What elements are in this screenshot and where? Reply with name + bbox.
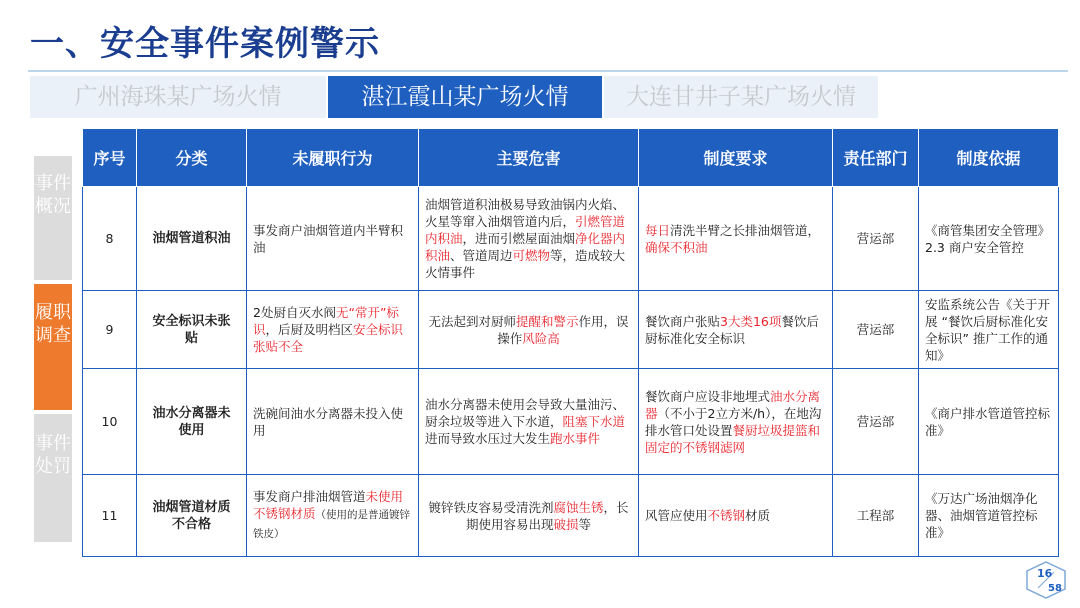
cell-text: 作用，误操作: [497, 313, 629, 346]
emphasis-text: 安全标识张贴不全: [253, 322, 404, 354]
cell-text: （不小于2立方米/h），在地沟排水管口处设置: [645, 405, 822, 438]
header-basis: 制度依据: [919, 129, 1059, 187]
cell-text: 餐饮后厨标准化安全标识: [645, 313, 819, 346]
header-category: 分类: [137, 129, 247, 187]
cell-behavior: [247, 369, 419, 475]
side-item-overview-label: 事件概况: [35, 173, 71, 217]
cell-department: 营运部: [833, 187, 919, 291]
cell-text: ，后厨及明档区: [265, 322, 354, 337]
emphasis-text: 确保不积油: [645, 239, 708, 255]
cell-text: 油烟管道积油极易导致油锅内火焰、火星等窜入油烟管道内后，: [425, 197, 626, 229]
table-row: [83, 369, 1059, 475]
cell-requirement: [639, 369, 833, 475]
emphasis-text: 每日: [645, 222, 671, 238]
cell-text: 材质: [745, 508, 771, 523]
cell-text: 等，造成较大火情事件: [425, 248, 626, 280]
side-item-penalty-label: 事件处罚: [35, 433, 71, 477]
page-current: 16: [1037, 567, 1053, 580]
emphasis-text: 油水分离器: [645, 388, 821, 421]
cell-text: 风管应使用: [645, 508, 708, 523]
emphasis-text: 可燃物: [512, 248, 551, 263]
emphasis-text: 腐蚀生锈: [553, 499, 604, 515]
cell-text: 、管道周边: [450, 248, 513, 263]
cell-text: 镀锌铁皮容易受清洗剂: [428, 499, 554, 515]
cell-behavior: [247, 291, 419, 369]
cell-category: 油水分离器未使用: [137, 369, 247, 475]
side-item-investigation[interactable]: [34, 284, 72, 410]
cell-hazard: [419, 369, 639, 475]
cell-requirement: [639, 187, 833, 291]
cell-no: 11: [83, 475, 137, 557]
cell-category: 油烟管道材质不合格: [137, 475, 247, 557]
title-divider: [28, 70, 1068, 72]
cell-basis: 《万达广场油烟净化器、油烟管道管控标准》: [919, 475, 1059, 557]
cell-text: 进而导致水压过大发生: [425, 431, 551, 446]
emphasis-text: 无“常开”标识: [253, 305, 399, 337]
emphasis-text: 提醒和警示: [515, 313, 579, 329]
page-number-badge: [1024, 560, 1068, 600]
header-department: 责任部门: [833, 129, 919, 187]
cell-text: 无法起到对厨师: [428, 313, 516, 329]
emphasis-text: 阻塞下水道: [562, 414, 626, 429]
header-hazard: 主要危害: [419, 129, 639, 187]
table-row: [83, 475, 1059, 557]
side-item-investigation-label: 履职调查: [35, 302, 71, 346]
emphasis-text: 风险高: [522, 330, 560, 346]
emphasis-text: 破损: [553, 516, 579, 532]
cell-text: 事发商户油烟管道内半臂积油: [253, 222, 404, 255]
cell-basis: 安监系统公告《关于开展 “餐饮后厨标准化安全标识” 推广工作的通知》: [919, 291, 1059, 369]
cell-requirement: [639, 475, 833, 557]
cell-hazard: [419, 291, 639, 369]
tab-dalian[interactable]: 大连甘井子某广场火情: [604, 76, 878, 118]
cell-no: 10: [83, 369, 137, 475]
emphasis-text: 不锈钢: [707, 508, 746, 523]
cell-requirement: [639, 291, 833, 369]
cell-text: 事发商户排油烟管道: [253, 489, 366, 504]
side-item-penalty[interactable]: [34, 414, 72, 542]
cell-hazard: [419, 187, 639, 291]
page-total: 58: [1048, 583, 1062, 594]
cell-department: 营运部: [833, 369, 919, 475]
cell-behavior: [247, 475, 419, 557]
cell-text: 2处厨自灭水阀: [253, 305, 336, 320]
emphasis-text: 3大类16项: [720, 313, 782, 329]
cell-no: 9: [83, 291, 137, 369]
table-row: [83, 291, 1059, 369]
cell-text: （使用的是普通镀锌铁皮）: [253, 509, 411, 540]
emphasis-text: 跑水事件: [550, 431, 601, 446]
emphasis-text: 净化器内积油: [425, 231, 626, 263]
cell-text: ，进而引燃屋面油烟: [462, 231, 576, 246]
cell-text: 油水分离器未使用会导致大量油污、厨余垃圾等进入下水道，: [425, 397, 626, 429]
table-row: [83, 187, 1059, 291]
table-header-row: [83, 129, 1059, 187]
cell-hazard: [419, 475, 639, 557]
cell-category: 油烟管道积油: [137, 187, 247, 291]
cell-no: 8: [83, 187, 137, 291]
cell-text: 餐饮商户应设非地埋式: [645, 388, 771, 404]
header-behavior: 未履职行为: [247, 129, 419, 187]
emphasis-text: 引燃管道内积油: [425, 214, 626, 246]
cell-department: 营运部: [833, 291, 919, 369]
cell-basis: 《商户排水管道管控标准》: [919, 369, 1059, 475]
cell-text: ，长期使用容易出现: [465, 499, 629, 532]
header-requirement: 制度要求: [639, 129, 833, 187]
page-title: 一、安全事件案例警示: [30, 24, 380, 64]
header-no: 序号: [83, 129, 137, 187]
duty-investigation-table: [82, 128, 1059, 557]
side-item-overview[interactable]: [34, 156, 72, 280]
tab-zhanjiang[interactable]: 湛江霞山某广场火情: [328, 76, 602, 118]
cell-text: 餐饮商户张贴: [645, 313, 721, 329]
cell-department: 工程部: [833, 475, 919, 557]
cell-text: 洗碗间油水分离器未投入使用: [253, 405, 404, 438]
emphasis-text: 未使用不锈钢材质: [253, 489, 404, 521]
cell-behavior: [247, 187, 419, 291]
tab-guangzhou[interactable]: 广州海珠某广场火情: [30, 76, 326, 118]
cell-basis: 《商管集团安全管理》2.3 商户安全管控: [919, 187, 1059, 291]
emphasis-text: 餐厨垃圾提篮和固定的不锈钢滤网: [645, 422, 821, 455]
cell-text: 清洗半臂之长排油烟管道，: [670, 222, 821, 238]
cell-text: 等: [578, 516, 592, 532]
cell-category: 安全标识未张贴: [137, 291, 247, 369]
